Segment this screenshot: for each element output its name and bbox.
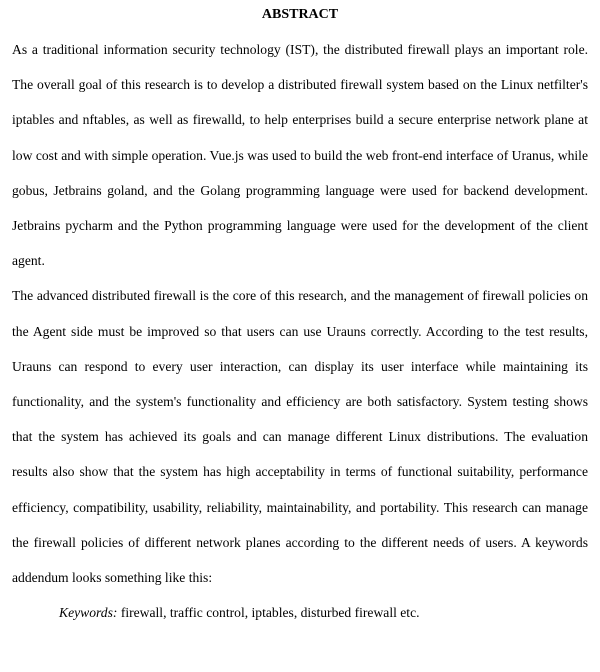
abstract-paragraph-1: As a traditional information security technology (IST), the distributed firewall plays an important role. The overall goal of this research is to develop a distributed firewall system based on the Linux netfilter's iptables and nftables, as well as firewalld, to help enterprises build a secure enterprise network plane at low cost and with simple operation. Vue.js was used to build the web front-end interface of Uranus, while gobus, Jetbrains goland, and the Golang programming language were used for backend development. Jetbrains pycharm and the Python programming language were used for the development of the client agent.: [12, 42, 588, 269]
keywords-text: firewall, traffic control, iptables, disturbed firewall etc.: [120, 605, 420, 621]
keywords-label: Keywords:: [59, 605, 118, 621]
abstract-heading: ABSTRACT: [261, 7, 339, 22]
abstract-paragraph-2: The advanced distributed firewall is the core of this research, and the management of firewall policies on the Agent side must be improved so that users can use Urauns correctly. According to the test results, Urauns can respond to every user interaction, can display its user interface while maintaining its functionality, and the system's functionality and efficiency are both satisfactory. System testing shows that the system has achieved its goals and can manage different Linux distributions. The evaluation results also show that the system has high acceptability in terms of functional suitability, performance efficiency, compatibility, usability, reliability, maintainability, and portability. This research can manage the firewall policies of different network planes according to the different needs of users. A keywords addendum looks something like this:: [12, 288, 588, 586]
keywords-line: [12, 595, 588, 630]
